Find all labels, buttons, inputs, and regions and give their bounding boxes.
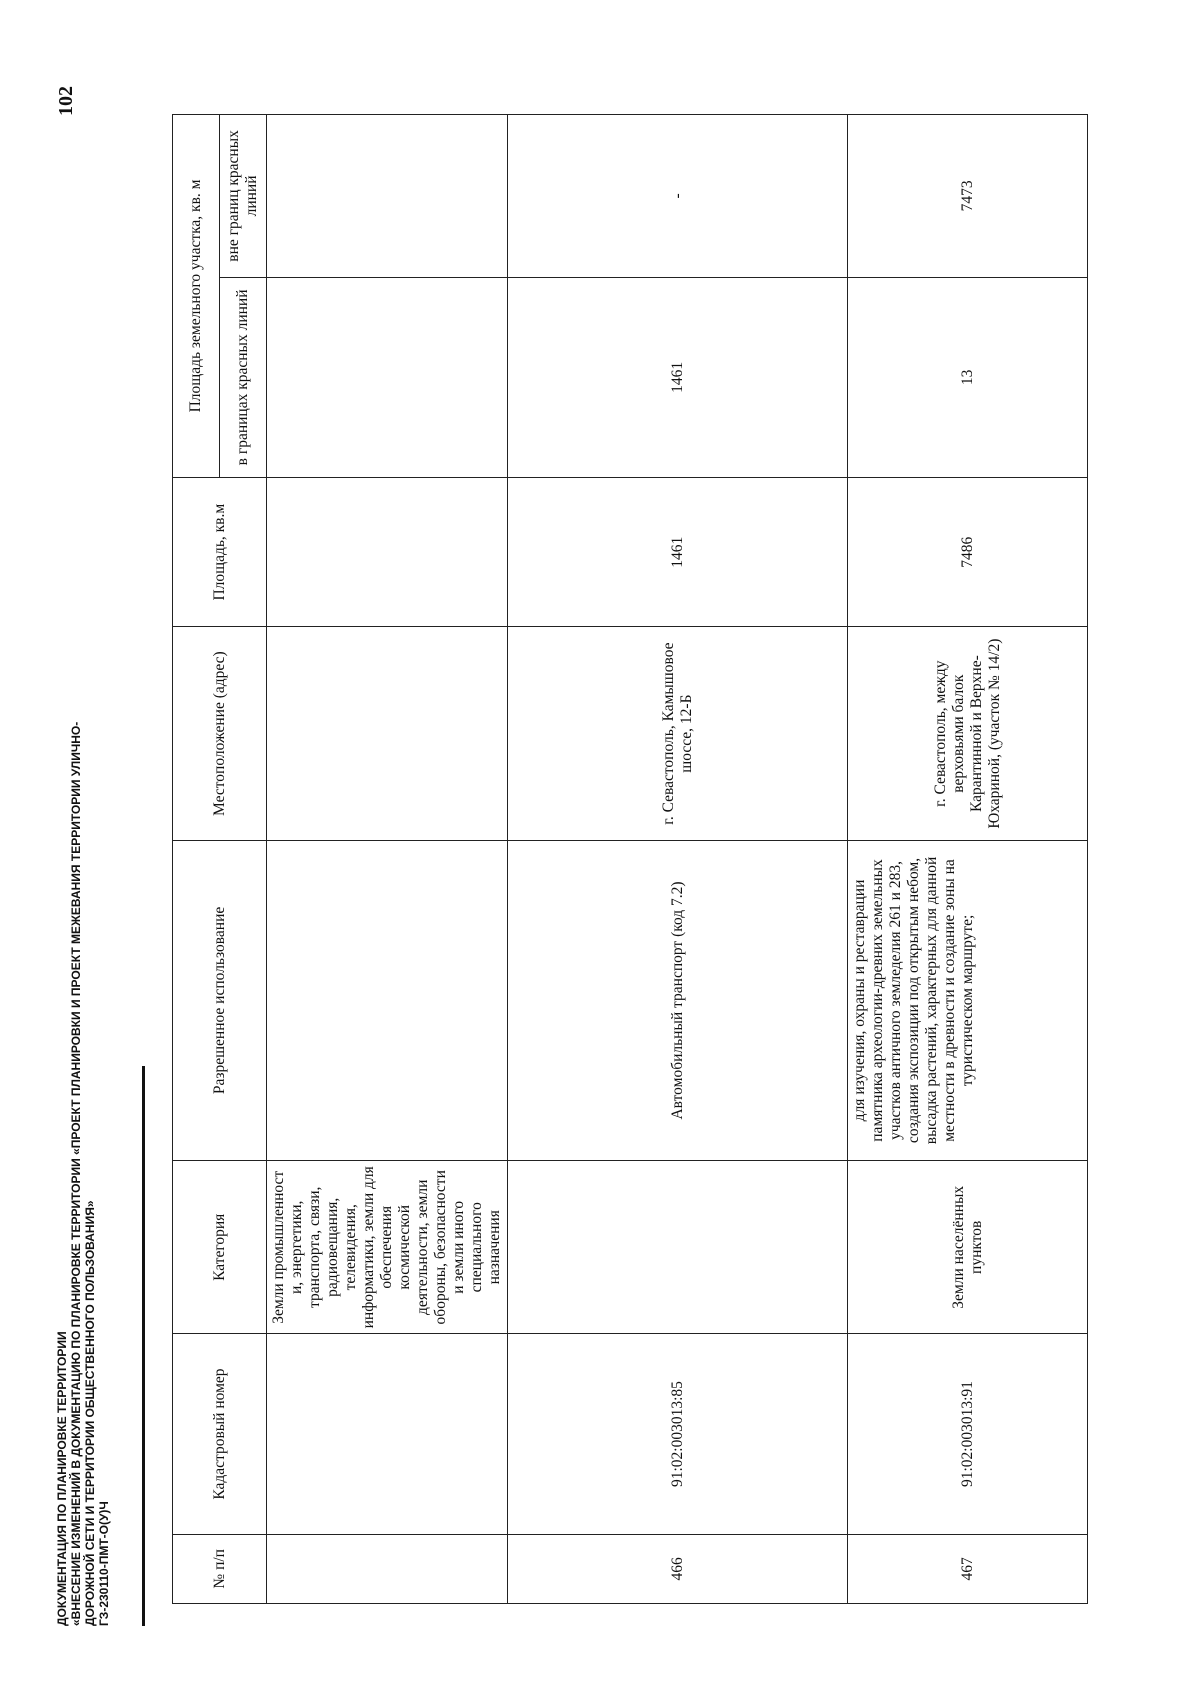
header-plot-area-group: Площадь земельного участка, кв. м: [173, 115, 220, 478]
header-line-4: ГЗ-230110-ПМТ-О(У)Ч: [97, 1501, 111, 1626]
header-location: Местоположение (адрес): [173, 627, 267, 840]
header-permitted-use: Разрешенное использование: [173, 840, 267, 1160]
cell-permitted-use: [267, 840, 508, 1160]
cell-area: 1461: [508, 477, 848, 626]
cell-location: [267, 627, 508, 840]
cell-category: [508, 1161, 848, 1334]
cell-num: 467: [848, 1534, 1088, 1603]
land-plot-table: [172, 114, 1088, 1604]
cell-inside: 1461: [508, 277, 848, 477]
cell-inside: 13: [848, 277, 1088, 477]
cell-permitted-use: Автомобильный транспорт (код 7.2): [508, 840, 848, 1160]
cell-area: 7486: [848, 477, 1088, 626]
header-area: Площадь, кв.м: [173, 477, 267, 626]
cell-outside: 7473: [848, 115, 1088, 278]
table-row: [508, 115, 848, 1604]
cell-location: г. Севастополь, между верховьями балок Карантинной и Верхне-Юхариной, (участок № 14/2): [848, 627, 1088, 840]
cell-outside: -: [508, 115, 848, 278]
cell-cadastral: [267, 1334, 508, 1534]
cell-area: [267, 477, 508, 626]
cell-inside: [267, 277, 508, 477]
cell-location: г. Севастополь, Камышовое шоссе, 12-Б: [508, 627, 848, 840]
header-category: Категория: [173, 1161, 267, 1334]
header-line-3: ДОРОЖНОЙ СЕТИ И ТЕРРИТОРИИ ОБЩЕСТВЕННОГО ПОЛЬЗОВАНИЯ»: [83, 1200, 97, 1626]
header-num: № п/п: [173, 1534, 267, 1603]
cell-cadastral: 91:02:003013:91: [848, 1334, 1088, 1534]
cell-num: 466: [508, 1534, 848, 1603]
cell-category: Земли населённых пунктов: [848, 1161, 1088, 1334]
cell-category: Земли промышленност и, энергетики, транспорта, связи, радиовещания, телевидения, информатики, земли для обеспечения космической деятельности, земли обороны, безопасности и земли иного специального назначения: [267, 1161, 508, 1334]
header-divider: [142, 1066, 145, 1626]
cell-num: [267, 1534, 508, 1603]
header-line-1: ДОКУМЕНТАЦИЯ ПО ПЛАНИРОВКЕ ТЕРРИТОРИИ: [55, 1331, 69, 1626]
document-header: [55, 626, 111, 1626]
header-row-1: [173, 115, 220, 1604]
cell-permitted-use: для изучения, охраны и реставрации памятника археологии-древних земельных участков античного земледелия 261 и 283, создания экспозиции под открытым небом, высадка растений, характерных для данной местности в древности и создание зоны на туристическом маршруте;: [848, 840, 1088, 1160]
cell-outside: [267, 115, 508, 278]
header-line-2: «ВНЕСЕНИЕ ИЗМЕНЕНИЙ В ДОКУМЕНТАЦИЮ ПО ПЛАНИРОВКЕ ТЕРРИТОРИИ «ПРОЕКТ ПЛАНИРОВКИ И ПРОЕКТ МЕЖЕВАНИЯ ТЕРРИТОРИИ УЛИЧНО-: [69, 721, 83, 1626]
page-number: 102: [55, 86, 77, 116]
table-row: [848, 115, 1088, 1604]
header-inside-red-lines: в границах красных линий: [220, 277, 267, 477]
header-cadastral: Кадастровый номер: [173, 1334, 267, 1534]
header-outside-red-lines: вне границ красных линий: [220, 115, 267, 278]
table-row: [267, 115, 508, 1604]
cell-cadastral: 91:02:003013:85: [508, 1334, 848, 1534]
